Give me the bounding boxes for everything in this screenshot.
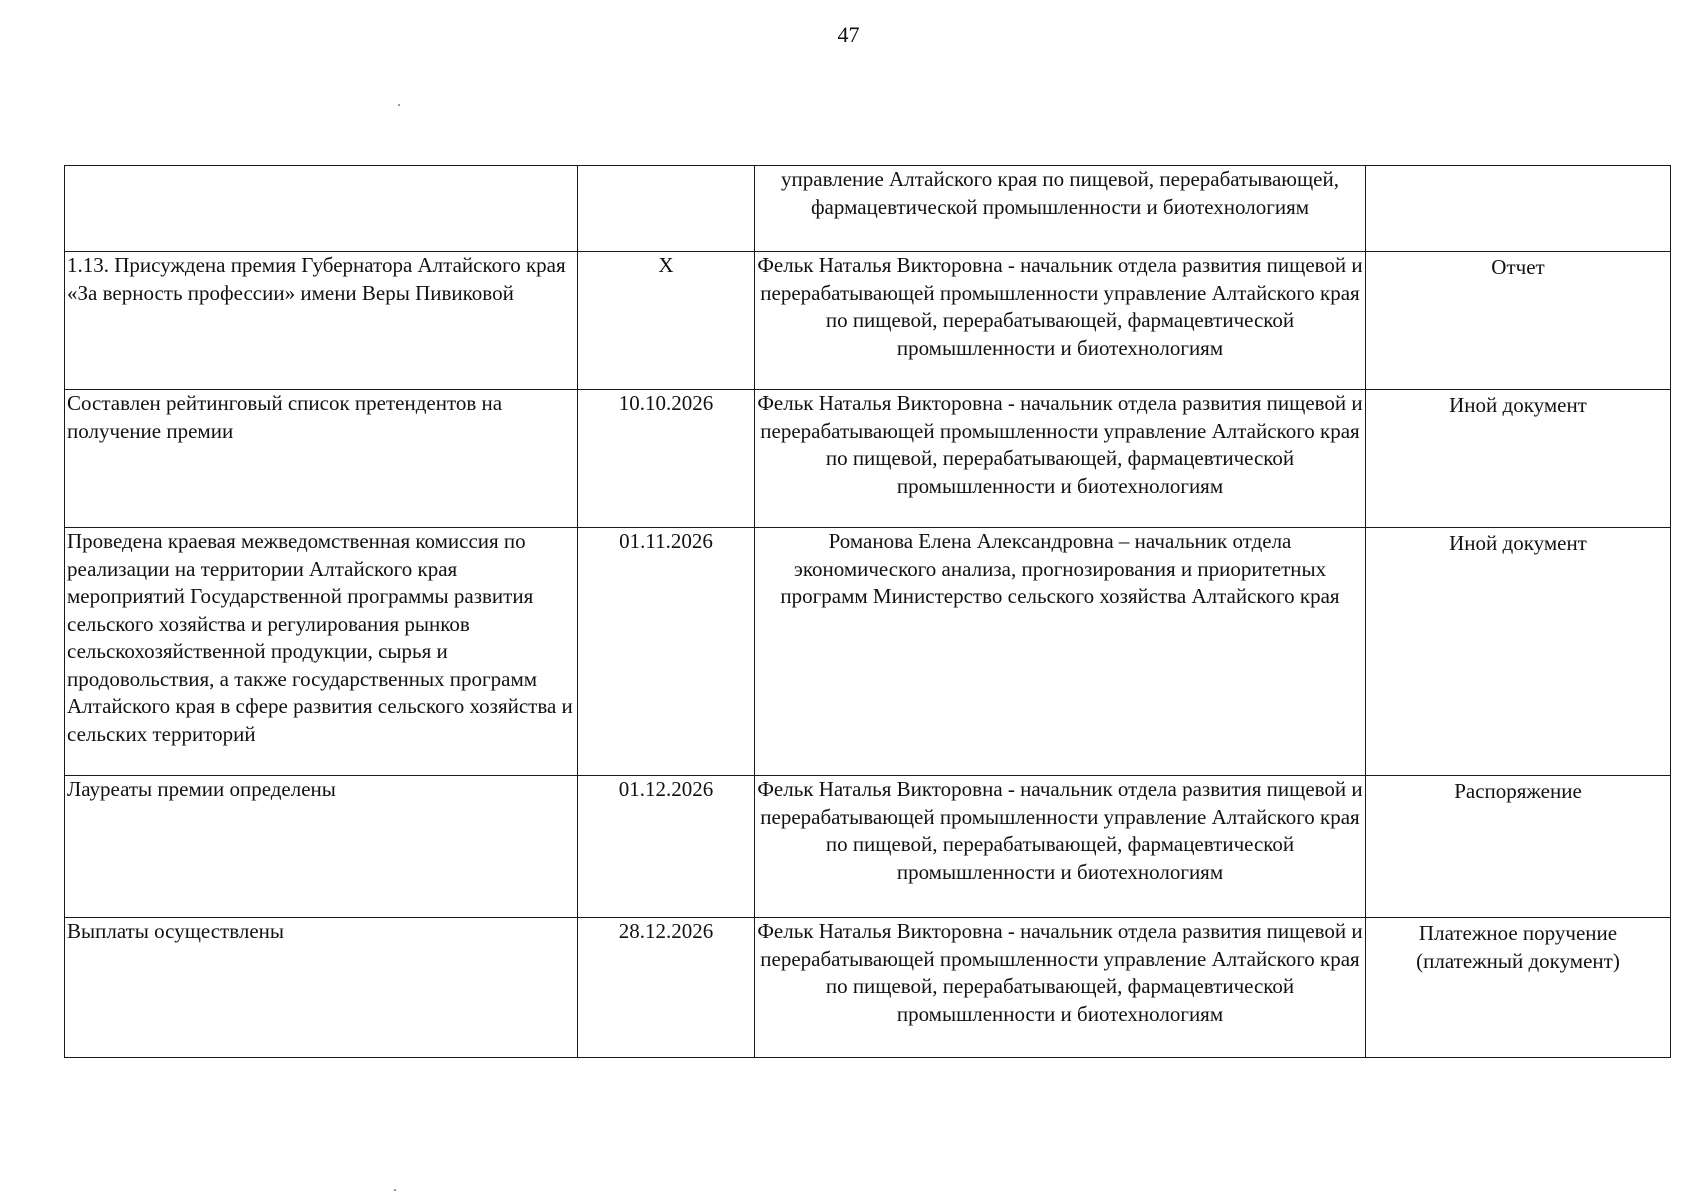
table-row <box>65 776 1671 918</box>
event-cell: Проведена краевая межведомственная комиссия по реализации на территории Алтайского края мероприятий Государственной программы развития сельского хозяйства и регулирования рынков сельскохозяйственной продукции, сырья и продовольствия, а также государственных программ Алтайского края в сфере развития сельского хозяйства и сельских территорий <box>65 528 578 776</box>
scan-speck <box>398 104 400 106</box>
date-cell: X <box>578 252 755 390</box>
responsible-cell: Романова Елена Александровна – начальник отдела экономического анализа, прогнозирования и приоритетных программ Министерство сельского хозяйства Алтайского края <box>755 528 1366 776</box>
date-cell: 01.11.2026 <box>578 528 755 776</box>
document-cell: Распоряжение <box>1366 776 1671 918</box>
document-cell: Отчет <box>1366 252 1671 390</box>
table-row <box>65 252 1671 390</box>
document-cell: Платежное поручение (платежный документ) <box>1366 918 1671 1058</box>
date-cell: 28.12.2026 <box>578 918 755 1058</box>
table-row <box>65 528 1671 776</box>
table-row <box>65 918 1671 1058</box>
event-cell: Выплаты осуществлены <box>65 918 578 1058</box>
date-cell: 10.10.2026 <box>578 390 755 528</box>
scan-speck <box>394 1189 396 1191</box>
document-cell: Иной документ <box>1366 390 1671 528</box>
page-number: 47 <box>837 22 860 47</box>
event-cell: Лауреаты премии определены <box>65 776 578 918</box>
responsible-cell: Фельк Наталья Викторовна - начальник отдела развития пищевой и перерабатывающей промышленности управление Алтайского края по пищевой, перерабатывающей, фармацевтической промышленности и биотехнологиям <box>755 918 1366 1058</box>
responsible-cell: Фельк Наталья Викторовна - начальник отдела развития пищевой и перерабатывающей промышленности управление Алтайского края по пищевой, перерабатывающей, фармацевтической промышленности и биотехнологиям <box>755 776 1366 918</box>
responsible-cell: Фельк Наталья Викторовна - начальник отдела развития пищевой и перерабатывающей промышленности управление Алтайского края по пищевой, перерабатывающей, фармацевтической промышленности и биотехнологиям <box>755 390 1366 528</box>
table-row <box>65 390 1671 528</box>
table-row <box>65 166 1671 252</box>
date-cell: 01.12.2026 <box>578 776 755 918</box>
responsible-cell: управление Алтайского края по пищевой, перерабатывающей, фармацевтической промышленности и биотехнологиям <box>755 166 1366 252</box>
responsible-cell: Фельк Наталья Викторовна - начальник отдела развития пищевой и перерабатывающей промышленности управление Алтайского края по пищевой, перерабатывающей, фармацевтической промышленности и биотехнологиям <box>755 252 1366 390</box>
date-cell <box>578 166 755 252</box>
measures-table <box>64 165 1671 1058</box>
document-cell <box>1366 166 1671 252</box>
document-cell: Иной документ <box>1366 528 1671 776</box>
event-cell <box>65 166 578 252</box>
event-cell: 1.13. Присуждена премия Губернатора Алтайского края «За верность профессии» имени Веры Пивиковой <box>65 252 578 390</box>
event-cell: Составлен рейтинговый список претендентов на получение премии <box>65 390 578 528</box>
